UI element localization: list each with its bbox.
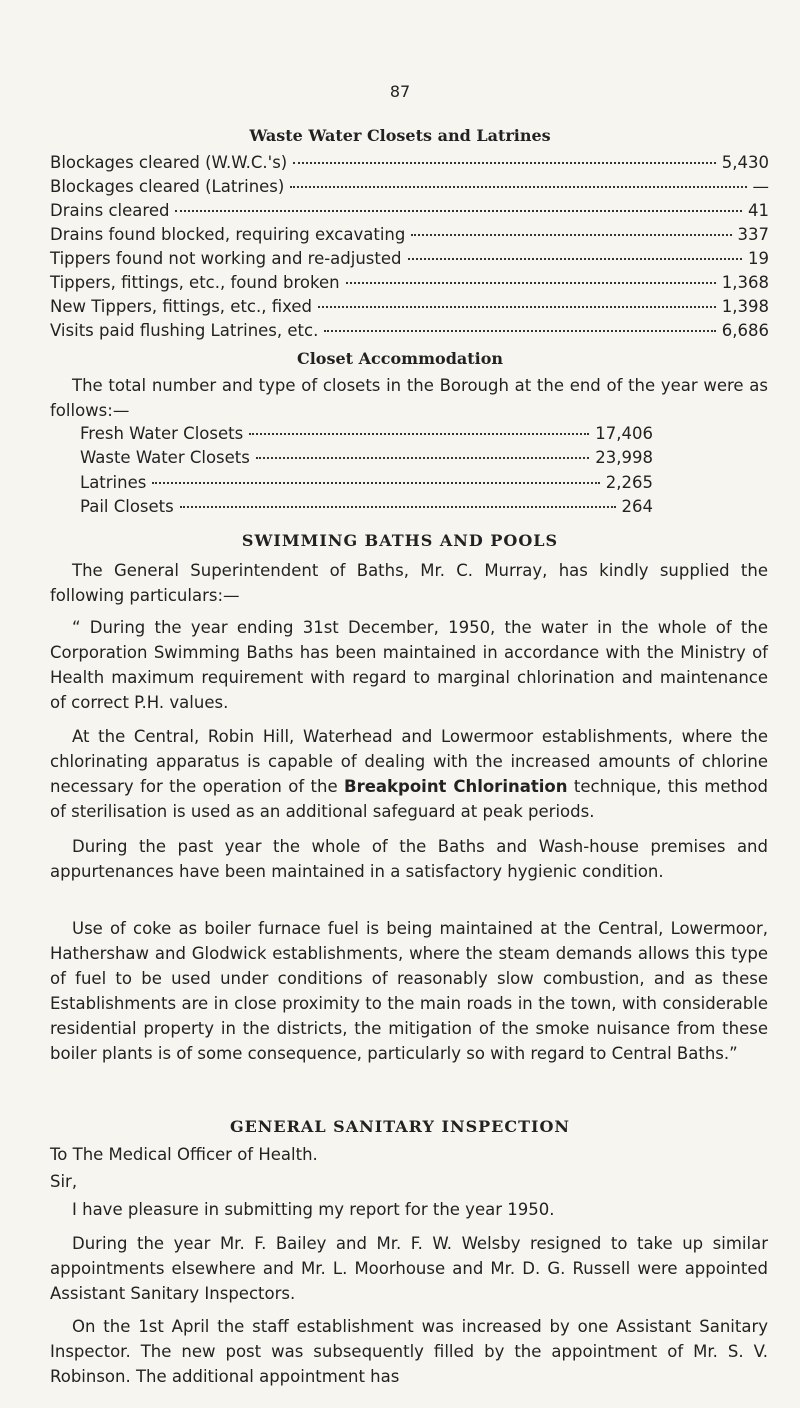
row-value: 1,368 bbox=[721, 273, 769, 292]
table-row bbox=[50, 249, 769, 268]
row-label: Drains cleared bbox=[50, 201, 170, 220]
row-label: Waste Water Closets bbox=[80, 448, 250, 467]
page-number: 87 bbox=[389, 82, 411, 101]
leader-dots bbox=[318, 306, 716, 308]
table-row bbox=[50, 225, 769, 244]
row-label: Tippers found not working and re-adjusted bbox=[50, 249, 402, 268]
row-value: 19 bbox=[748, 249, 769, 268]
inspection-paragraph: I have pleasure in submitting my report for the year 1950. bbox=[72, 1200, 555, 1219]
bold-term: Breakpoint Chlorination bbox=[344, 777, 568, 796]
inspection-paragraph: On the 1st April the staff establishment was increased by one Assistant Sanitary Inspector. The new post was subsequently filled by the appointment of Mr. S. V. Robinson. The additional appointment has bbox=[50, 1317, 768, 1386]
leader-dots bbox=[408, 258, 742, 260]
leader-dots bbox=[324, 330, 715, 332]
salutation: Sir, bbox=[50, 1172, 78, 1191]
swimming-section-title: SWIMMING BATHS AND POOLS bbox=[241, 531, 559, 550]
row-value: 2,265 bbox=[605, 473, 653, 492]
table-row bbox=[80, 473, 653, 492]
row-label: New Tippers, fittings, etc., fixed bbox=[50, 297, 312, 316]
row-value: — bbox=[752, 177, 769, 196]
row-label: Blockages cleared (Latrines) bbox=[50, 177, 285, 196]
leader-dots bbox=[411, 234, 731, 236]
text-span: technique, this method of sterilisation is used as an additional safeguard at peak periods. bbox=[50, 777, 768, 821]
table-row bbox=[50, 201, 769, 220]
waste-section-title: Waste Water Closets and Latrines bbox=[249, 126, 551, 145]
swimming-paragraph: Use of coke as boiler furnace fuel is being maintained at the Central, Lowermoor, Hathershaw and Glodwick establishments, where the steam demands allows this type of fuel to be used under conditions of reasonably slow combustion, and as these Establishments are in close proximity to the main roads in the town, with considerable residential property in the districts, the mitigation of the smoke nuisance from these boiler plants is of some consequence, particularly so with regard to Central Baths.” bbox=[50, 919, 768, 1063]
row-value: 5,430 bbox=[721, 153, 769, 172]
row-value: 337 bbox=[737, 225, 769, 244]
inspection-section-title: GENERAL SANITARY INSPECTION bbox=[229, 1117, 571, 1136]
leader-dots bbox=[152, 482, 599, 484]
closet-intro: The total number and type of closets in the Borough at the end of the year were as follows:— bbox=[50, 376, 768, 420]
leader-dots bbox=[293, 162, 716, 164]
table-row bbox=[50, 153, 769, 172]
leader-dots bbox=[175, 210, 742, 212]
row-value: 6,686 bbox=[721, 321, 769, 340]
row-label: Tippers, fittings, etc., found broken bbox=[50, 273, 340, 292]
leader-dots bbox=[249, 433, 589, 435]
table-row bbox=[50, 297, 769, 316]
table-row bbox=[50, 177, 769, 196]
row-value: 1,398 bbox=[721, 297, 769, 316]
addressee: To The Medical Officer of Health. bbox=[50, 1145, 318, 1164]
leader-dots bbox=[180, 506, 616, 508]
row-value: 23,998 bbox=[595, 448, 653, 467]
row-label: Latrines bbox=[80, 473, 147, 492]
leader-dots bbox=[256, 457, 589, 459]
row-label: Fresh Water Closets bbox=[80, 424, 244, 443]
row-value: 264 bbox=[621, 497, 653, 516]
closet-section-title: Closet Accommodation bbox=[296, 349, 504, 368]
row-value: 41 bbox=[748, 201, 769, 220]
table-row bbox=[80, 497, 653, 516]
row-label: Visits paid flushing Latrines, etc. bbox=[50, 321, 319, 340]
row-value: 17,406 bbox=[595, 424, 653, 443]
text-span: At the Central, Robin Hill, Waterhead and Lowermoor establishments, where the chlorinating apparatus is capable of dealing with the increased amounts of chlorine necessary for the operation of the bbox=[50, 727, 768, 796]
swimming-paragraph: “ During the year ending 31st December, 1950, the water in the whole of the Corporation Swimming Baths has been maintained in accordance with the Ministry of Health maximum requirement with regard to marginal chlorination and maintenance of correct P.H. values. bbox=[50, 618, 768, 712]
swimming-paragraph: During the past year the whole of the Baths and Wash-house premises and appurtenances have been maintained in a satisfactory hygienic condition. bbox=[50, 837, 768, 881]
row-label: Blockages cleared (W.W.C.'s) bbox=[50, 153, 288, 172]
table-row bbox=[50, 273, 769, 292]
table-row bbox=[50, 321, 769, 340]
leader-dots bbox=[346, 282, 716, 284]
swimming-paragraph: The General Superintendent of Baths, Mr. C. Murray, has kindly supplied the following particulars:— bbox=[50, 561, 768, 605]
inspection-paragraph: During the year Mr. F. Bailey and Mr. F. W. Welsby resigned to take up similar appointments elsewhere and Mr. L. Moorhouse and Mr. D. G. Russell were appointed Assistant Sanitary Inspectors. bbox=[50, 1234, 768, 1303]
row-label: Drains found blocked, requiring excavating bbox=[50, 225, 406, 244]
row-label: Pail Closets bbox=[80, 497, 174, 516]
table-row bbox=[80, 448, 653, 467]
table-row bbox=[80, 424, 653, 443]
swimming-paragraph bbox=[50, 724, 768, 824]
leader-dots bbox=[290, 186, 746, 188]
